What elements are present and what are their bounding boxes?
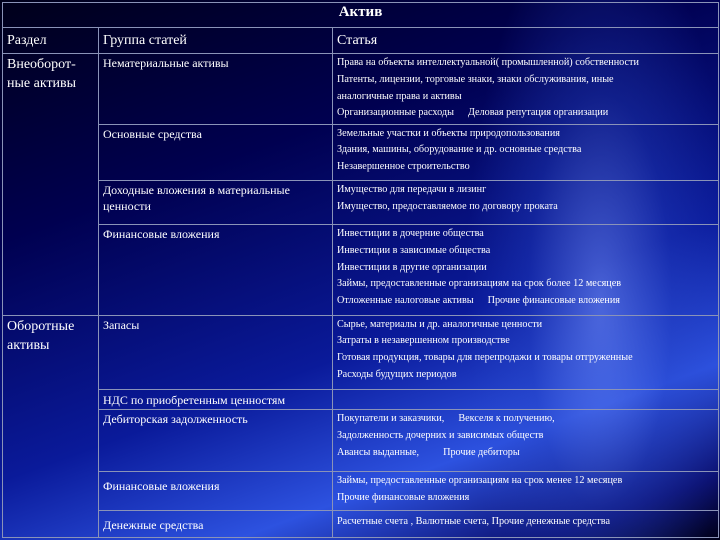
articles-intangible: Права на объекты интеллектуальной( промышленной) собственности Патенты, лицензии, торговые знаки, знаки обслуживания, иные аналогичные права и активы Организационные расходы Деловая репутация организации	[333, 54, 719, 124]
group-intangible: Нематериальные активы	[99, 54, 333, 124]
table-row	[3, 389, 719, 410]
header-section: Раздел	[3, 27, 99, 54]
group-inventory: Запасы	[99, 315, 333, 389]
header-group: Группа статей	[99, 27, 333, 54]
group-receivables: Дебиторская задолженность	[99, 410, 333, 472]
table-row	[3, 54, 719, 124]
table-row	[3, 225, 719, 315]
table-row	[3, 410, 719, 472]
section-noncurrent: Внеоборот-ные активы	[3, 54, 99, 315]
table-row	[3, 472, 719, 511]
articles-long-financial: Инвестиции в дочерние общества Инвестиции в зависимые общества Инвестиции в другие организации Займы, предоставленные организациям на срок более 12 месяцев Отложенные налоговые активы Прочие финансовые вложения	[333, 225, 719, 315]
articles-receivables: Покупатели и заказчики, Векселя к получению, Задолженность дочерних и зависимых обществ Авансы выданные, Прочие дебиторы	[333, 410, 719, 472]
articles-fixed-assets: Земельные участки и объекты природопользования Здания, машины, оборудование и др. основные средства Незавершенное строительство	[333, 124, 719, 181]
articles-inventory: Сырье, материалы и др. аналогичные ценности Затраты в незавершенном производстве Готовая продукция, товары для перепродажи и товары отгруженные Расходы будущих периодов	[333, 315, 719, 389]
table-title: Актив	[3, 3, 719, 28]
table-row	[3, 315, 719, 389]
table-header-row	[3, 27, 719, 54]
table-row	[3, 181, 719, 225]
group-vat: НДС по приобретенным ценностям	[99, 389, 333, 410]
articles-short-financial: Займы, предоставленные организациям на срок менее 12 месяцев Прочие финансовые вложения	[333, 472, 719, 511]
table-row	[3, 511, 719, 538]
group-fixed-assets: Основные средства	[99, 124, 333, 181]
articles-income-investments: Имущество для передачи в лизинг Имущество, предоставляемое по договору проката	[333, 181, 719, 225]
articles-cash: Расчетные счета , Валютные счета, Прочие денежные средства	[333, 511, 719, 538]
header-article: Статья	[333, 27, 719, 54]
group-long-financial: Финансовые вложения	[99, 225, 333, 315]
section-current: Оборотные активы	[3, 315, 99, 537]
table-row	[3, 124, 719, 181]
assets-table	[2, 2, 719, 538]
group-short-financial: Финансовые вложения	[99, 472, 333, 511]
articles-vat	[333, 389, 719, 410]
group-cash: Денежные средства	[99, 511, 333, 538]
table-title-row	[3, 3, 719, 28]
group-income-investments: Доходные вложения в материальные ценности	[99, 181, 333, 225]
